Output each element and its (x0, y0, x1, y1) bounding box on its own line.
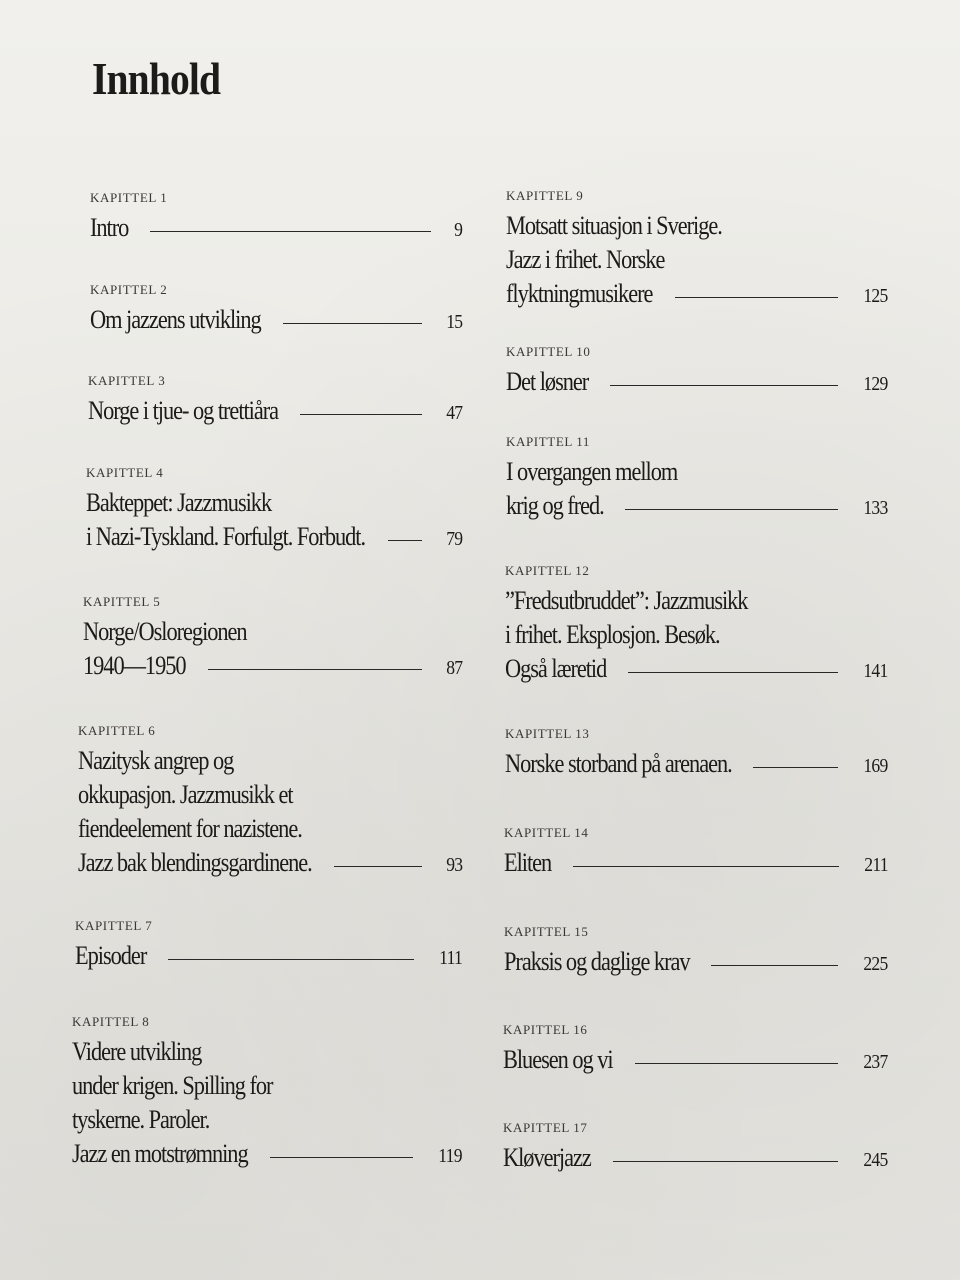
chapter-title-line: Kløverjazz (503, 1143, 591, 1172)
leader-area (588, 369, 861, 403)
chapter-label: KAPITTEL 14 (504, 825, 589, 840)
leader-rule (635, 1063, 838, 1064)
toc-entry (90, 190, 462, 245)
toc-entry (505, 563, 888, 686)
leader-area (653, 281, 861, 315)
leader-rule (334, 866, 422, 867)
leader-area (278, 398, 444, 432)
leader-area (603, 493, 860, 527)
chapter-title-line: Nazitysk angrep og (78, 746, 234, 775)
page-number: 133 (863, 497, 888, 519)
leader-rule (283, 323, 422, 324)
chapter-label: KAPITTEL 12 (505, 563, 590, 578)
chapter-title-line: ”Fredsutbruddet”: Jazzmusikk (505, 586, 748, 615)
leader-rule (613, 1161, 839, 1162)
toc-entry (504, 924, 888, 979)
leader-rule (150, 231, 431, 232)
chapter-title-line: Eliten (504, 848, 552, 877)
toc-entry (506, 344, 888, 399)
leader-area (591, 1145, 861, 1179)
chapter-title-line: fiendeelement for nazistene. (78, 814, 302, 843)
page-number: 245 (863, 1149, 888, 1171)
chapter-title-line: tyskerne. Paroler. (72, 1105, 210, 1134)
leader-area (366, 524, 444, 558)
chapter-label: KAPITTEL 11 (506, 434, 590, 449)
leader-rule (208, 669, 422, 670)
leader-area (248, 1141, 435, 1175)
leader-area (606, 656, 860, 690)
page-number: 225 (863, 953, 888, 975)
page-number: 15 (445, 311, 462, 333)
leader-rule (388, 540, 422, 541)
chapter-label: KAPITTEL 17 (503, 1120, 588, 1135)
leader-rule (300, 414, 422, 415)
chapter-title-line: Om jazzens utvikling (90, 305, 261, 334)
leader-rule (625, 509, 838, 510)
toc-entry (504, 825, 888, 880)
chapter-title-line: Det løsner (506, 367, 589, 396)
chapter-label: KAPITTEL 4 (86, 465, 164, 480)
chapter-label: KAPITTEL 2 (90, 282, 168, 297)
toc-entry (83, 594, 462, 683)
chapter-title-line: okkupasjon. Jazzmusikk et (78, 780, 293, 809)
leader-rule (610, 385, 839, 386)
leader-area (186, 653, 444, 687)
chapter-title-line: Norge/Osloregionen (83, 617, 247, 646)
toc-entry (503, 1120, 888, 1175)
chapter-title-line: Intro (90, 213, 129, 242)
chapter-title-line: flyktningmusikere (506, 279, 653, 308)
chapter-label: KAPITTEL 1 (90, 190, 168, 205)
leader-rule (168, 959, 414, 960)
page-number: 79 (445, 528, 462, 550)
chapter-title-line: Norge i tjue- og trettiåra (88, 396, 279, 425)
toc-entry (505, 726, 888, 781)
chapter-title-line: Bluesen og vi (503, 1045, 613, 1074)
leader-area (261, 307, 444, 341)
page-number: 129 (863, 373, 888, 395)
chapter-title-line: Jazz bak blendingsgardinene. (78, 848, 312, 877)
leader-area (551, 850, 861, 884)
chapter-label: KAPITTEL 3 (88, 373, 166, 388)
toc-entry (506, 188, 888, 311)
leader-rule (711, 965, 838, 966)
leader-area (731, 751, 860, 785)
leader-rule (573, 866, 839, 867)
page-title: Innhold (92, 53, 221, 104)
chapter-title-line: krig og fred. (506, 491, 604, 520)
page-number: 9 (453, 219, 462, 241)
toc-entry (88, 373, 462, 428)
leader-area (689, 949, 860, 983)
leader-area (312, 850, 444, 884)
page-number: 141 (863, 660, 888, 682)
chapter-title-line: Jazz en motstrømning (72, 1139, 248, 1168)
toc-entry (503, 1022, 888, 1077)
toc-entry (506, 434, 888, 523)
leader-area (613, 1047, 860, 1081)
chapter-title-line: Videre utvikling (72, 1037, 202, 1066)
chapter-title-line: Jazz i frihet. Norske (506, 245, 665, 274)
chapter-title-line: Bakteppet: Jazzmusikk (86, 488, 272, 517)
leader-area (146, 943, 436, 977)
toc-entry (75, 918, 462, 973)
chapter-title-line: I overgangen mellom (506, 457, 678, 486)
leader-rule (675, 297, 839, 298)
page-number: 47 (445, 402, 462, 424)
toc-entry (86, 465, 462, 554)
page-number: 237 (863, 1051, 888, 1073)
chapter-title-line: i Nazi-Tyskland. Forfulgt. Forbudt. (86, 522, 366, 551)
chapter-label: KAPITTEL 15 (504, 924, 589, 939)
chapter-title-line: Praksis og daglige krav (504, 947, 690, 976)
leader-area (128, 215, 453, 249)
page-number: 211 (864, 854, 888, 876)
chapter-title-line: Også læretid (505, 654, 607, 683)
chapter-label: KAPITTEL 13 (505, 726, 590, 741)
page-number: 111 (439, 947, 462, 969)
chapter-label: KAPITTEL 8 (72, 1014, 150, 1029)
chapter-title-line: under krigen. Spilling for (72, 1071, 273, 1100)
toc-entry (90, 282, 462, 337)
page-number: 87 (445, 657, 462, 679)
page-number: 119 (438, 1145, 462, 1167)
chapter-title-line: i frihet. Eksplosjon. Besøk. (505, 620, 720, 649)
chapter-title-line: 1940—1950 (83, 651, 186, 680)
page-number: 169 (863, 755, 888, 777)
toc-entry (78, 723, 462, 880)
chapter-label: KAPITTEL 5 (83, 594, 161, 609)
leader-rule (628, 672, 838, 673)
chapter-label: KAPITTEL 6 (78, 723, 156, 738)
page-number: 125 (863, 285, 888, 307)
toc-entry (72, 1014, 462, 1171)
chapter-label: KAPITTEL 9 (506, 188, 584, 203)
leader-rule (270, 1157, 413, 1158)
chapter-title-line: Norske storband på arenaen. (505, 749, 732, 778)
chapter-title-line: Episoder (75, 941, 147, 970)
chapter-label: KAPITTEL 7 (75, 918, 153, 933)
chapter-label: KAPITTEL 10 (506, 344, 591, 359)
chapter-label: KAPITTEL 16 (503, 1022, 588, 1037)
page-number: 93 (445, 854, 462, 876)
leader-rule (753, 767, 838, 768)
chapter-title-line: Motsatt situasjon i Sverige. (506, 211, 722, 240)
